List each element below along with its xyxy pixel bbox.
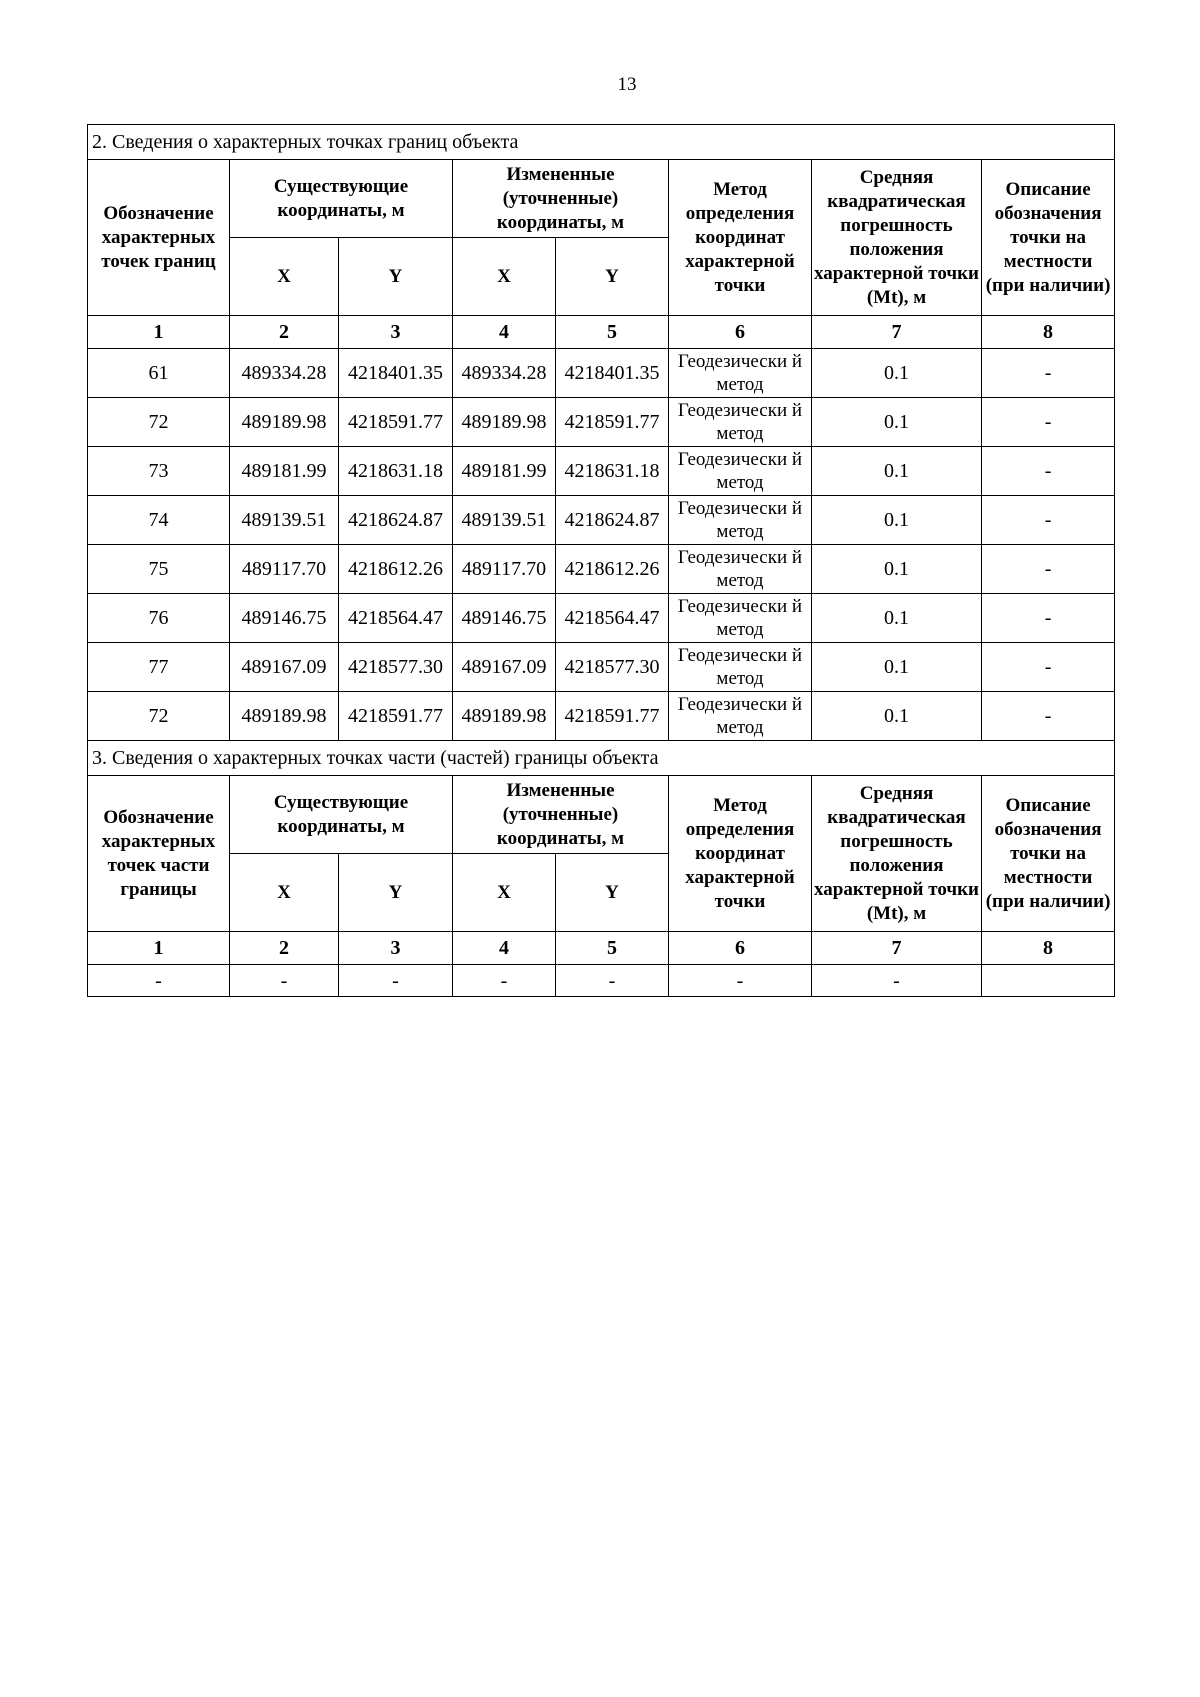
point-id-cell: 72 [88, 692, 230, 741]
point-id-cell: 61 [88, 349, 230, 398]
column-number: 1 [88, 316, 230, 349]
header-existing-y: Y [339, 238, 453, 316]
column-number: 6 [669, 316, 812, 349]
changed-x-cell: 489189.98 [453, 692, 556, 741]
existing-x-cell: - [230, 965, 339, 997]
mean-error-cell: 0.1 [812, 349, 982, 398]
header-changed-y: Y [556, 854, 669, 932]
column-number: 8 [982, 316, 1115, 349]
column-number: 1 [88, 932, 230, 965]
header-existing-coordinates: Существующие координаты, м [230, 776, 453, 854]
point-id-cell: - [88, 965, 230, 997]
changed-x-cell: 489181.99 [453, 447, 556, 496]
column-number: 4 [453, 316, 556, 349]
changed-x-cell: 489334.28 [453, 349, 556, 398]
description-cell: - [982, 692, 1115, 741]
existing-x-cell: 489139.51 [230, 496, 339, 545]
method-cell: Геодезически й метод [669, 545, 812, 594]
section-3-title: 3. Сведения о характерных точках части (частей) границы объекта [88, 741, 1115, 776]
mean-error-cell: 0.1 [812, 398, 982, 447]
table-row [88, 496, 1115, 545]
mean-error-cell: 0.1 [812, 496, 982, 545]
existing-x-cell: 489181.99 [230, 447, 339, 496]
changed-x-cell: 489146.75 [453, 594, 556, 643]
changed-y-cell: 4218564.47 [556, 594, 669, 643]
point-id-cell: 73 [88, 447, 230, 496]
method-cell: - [669, 965, 812, 997]
table-row [88, 965, 1115, 997]
column-number: 2 [230, 932, 339, 965]
header-changed-y: Y [556, 238, 669, 316]
point-id-cell: 77 [88, 643, 230, 692]
header-changed-x: X [453, 854, 556, 932]
changed-x-cell: 489117.70 [453, 545, 556, 594]
table-row [88, 447, 1115, 496]
changed-y-cell: 4218631.18 [556, 447, 669, 496]
coordinates-table [87, 124, 1115, 997]
header-changed-coordinates: Измененные (уточненные) координаты, м [453, 160, 669, 238]
method-cell: Геодезически й метод [669, 496, 812, 545]
description-cell: - [982, 643, 1115, 692]
table-row [88, 349, 1115, 398]
column-number: 4 [453, 932, 556, 965]
description-cell [982, 965, 1115, 997]
column-number: 2 [230, 316, 339, 349]
existing-y-cell: 4218577.30 [339, 643, 453, 692]
column-number: 5 [556, 932, 669, 965]
existing-y-cell: 4218591.77 [339, 692, 453, 741]
changed-y-cell: 4218401.35 [556, 349, 669, 398]
description-cell: - [982, 349, 1115, 398]
header-description: Описание обозначения точки на местности (при наличии) [982, 160, 1115, 316]
existing-y-cell: 4218612.26 [339, 545, 453, 594]
column-number: 8 [982, 932, 1115, 965]
mean-error-cell: 0.1 [812, 692, 982, 741]
header-designation: Обозначение характерных точек части границы [88, 776, 230, 932]
method-cell: Геодезически й метод [669, 643, 812, 692]
column-number: 7 [812, 316, 982, 349]
changed-y-cell: 4218577.30 [556, 643, 669, 692]
header-existing-x: X [230, 854, 339, 932]
point-id-cell: 72 [88, 398, 230, 447]
header-existing-x: X [230, 238, 339, 316]
method-cell: Геодезически й метод [669, 398, 812, 447]
existing-x-cell: 489117.70 [230, 545, 339, 594]
header-changed-coordinates: Измененные (уточненные) координаты, м [453, 776, 669, 854]
header-method: Метод определения координат характерной точки [669, 160, 812, 316]
description-cell: - [982, 545, 1115, 594]
existing-y-cell: 4218631.18 [339, 447, 453, 496]
table-row [88, 643, 1115, 692]
changed-x-cell: - [453, 965, 556, 997]
existing-x-cell: 489167.09 [230, 643, 339, 692]
mean-error-cell: 0.1 [812, 594, 982, 643]
description-cell: - [982, 594, 1115, 643]
changed-x-cell: 489189.98 [453, 398, 556, 447]
existing-x-cell: 489334.28 [230, 349, 339, 398]
table-row [88, 692, 1115, 741]
header-mean-error: Средняя квадратическая погрешность положения характерной точки (Mt), м [812, 776, 982, 932]
column-number: 3 [339, 932, 453, 965]
changed-y-cell: 4218591.77 [556, 398, 669, 447]
point-id-cell: 76 [88, 594, 230, 643]
existing-y-cell: 4218591.77 [339, 398, 453, 447]
method-cell: Геодезически й метод [669, 349, 812, 398]
changed-y-cell: 4218612.26 [556, 545, 669, 594]
header-method: Метод определения координат характерной точки [669, 776, 812, 932]
header-description: Описание обозначения точки на местности (при наличии) [982, 776, 1115, 932]
header-changed-x: X [453, 238, 556, 316]
changed-y-cell: 4218591.77 [556, 692, 669, 741]
point-id-cell: 74 [88, 496, 230, 545]
existing-x-cell: 489146.75 [230, 594, 339, 643]
table-row [88, 594, 1115, 643]
description-cell: - [982, 447, 1115, 496]
changed-y-cell: - [556, 965, 669, 997]
existing-y-cell: - [339, 965, 453, 997]
header-mean-error: Средняя квадратическая погрешность положения характерной точки (Mt), м [812, 160, 982, 316]
description-cell: - [982, 398, 1115, 447]
existing-y-cell: 4218624.87 [339, 496, 453, 545]
method-cell: Геодезически й метод [669, 447, 812, 496]
mean-error-cell: 0.1 [812, 545, 982, 594]
changed-x-cell: 489167.09 [453, 643, 556, 692]
existing-x-cell: 489189.98 [230, 692, 339, 741]
changed-x-cell: 489139.51 [453, 496, 556, 545]
changed-y-cell: 4218624.87 [556, 496, 669, 545]
table-row [88, 398, 1115, 447]
mean-error-cell: - [812, 965, 982, 997]
column-number: 3 [339, 316, 453, 349]
existing-y-cell: 4218401.35 [339, 349, 453, 398]
section-2-title: 2. Сведения о характерных точках границ объекта [88, 125, 1115, 160]
header-designation: Обозначение характерных точек границ [88, 160, 230, 316]
column-number: 5 [556, 316, 669, 349]
table-row [88, 545, 1115, 594]
point-id-cell: 75 [88, 545, 230, 594]
existing-y-cell: 4218564.47 [339, 594, 453, 643]
method-cell: Геодезически й метод [669, 594, 812, 643]
column-number: 6 [669, 932, 812, 965]
existing-x-cell: 489189.98 [230, 398, 339, 447]
column-number: 7 [812, 932, 982, 965]
method-cell: Геодезически й метод [669, 692, 812, 741]
page-number: 13 [617, 74, 637, 95]
header-existing-coordinates: Существующие координаты, м [230, 160, 453, 238]
description-cell: - [982, 496, 1115, 545]
header-existing-y: Y [339, 854, 453, 932]
mean-error-cell: 0.1 [812, 447, 982, 496]
mean-error-cell: 0.1 [812, 643, 982, 692]
